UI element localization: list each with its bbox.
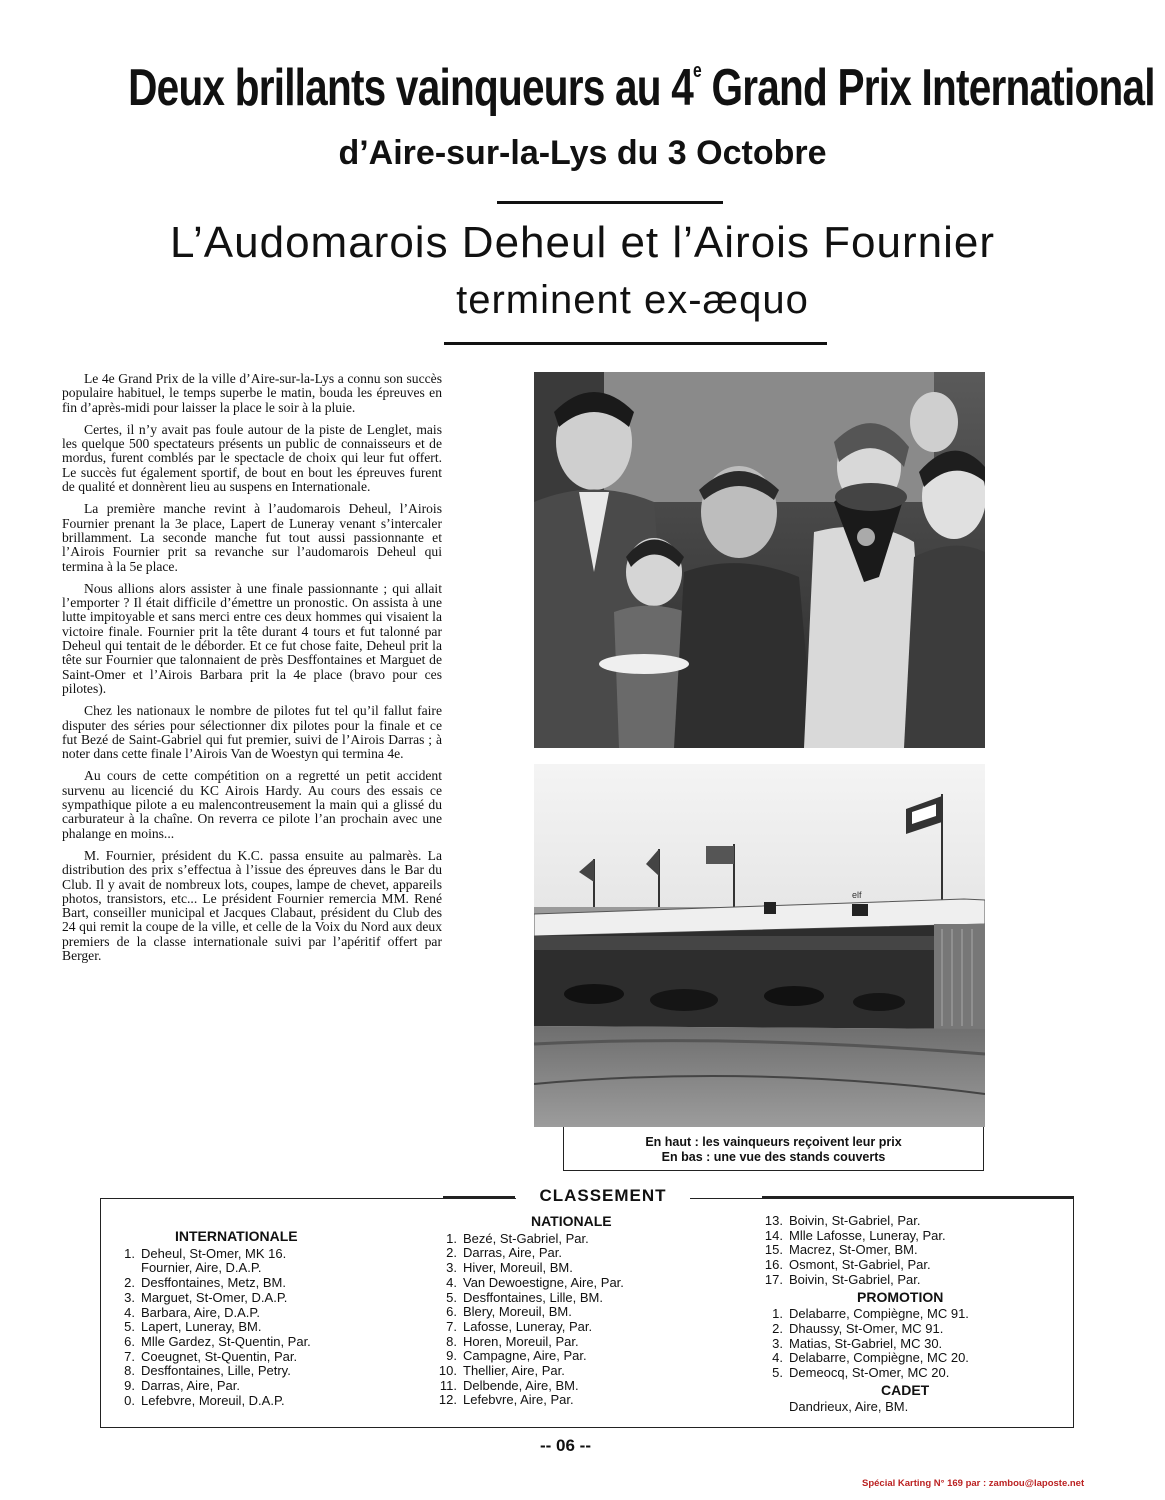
ranking-entry — [757, 1366, 1067, 1381]
ranking-position: 3. — [124, 1289, 135, 1305]
nationale-cont-list — [757, 1214, 1067, 1288]
ranking-position — [109, 1261, 141, 1276]
divider-top — [497, 201, 723, 204]
ranking-position: 1. — [124, 1245, 135, 1261]
footer-credit: Spécial Karting N° 169 par : zambou@laposte.net — [862, 1478, 1085, 1489]
ranking-position: 5. — [772, 1365, 783, 1381]
ranking-name: Mlle Gardez, St-Quentin, Par. — [141, 1333, 311, 1349]
ranking-name: Dhaussy, St-Omer, MC 91. — [789, 1320, 944, 1336]
ranking-position: 10. — [438, 1363, 457, 1379]
ranking-position: 5. — [124, 1319, 135, 1335]
ranking-name: Delabarre, Compiègne, MC 20. — [789, 1350, 969, 1366]
ranking-entry — [431, 1349, 721, 1364]
ranking-entry — [431, 1364, 721, 1379]
ranking-position: 17. — [764, 1271, 783, 1287]
ranking-position: 12. — [438, 1392, 457, 1408]
ranking-position: 7. — [446, 1318, 457, 1334]
ranking-position: 8. — [124, 1363, 135, 1379]
ranking-name: Demeocq, St-Omer, MC 20. — [789, 1365, 950, 1381]
ranking-position: 8. — [446, 1333, 457, 1349]
nationale-heading: NATIONALE — [531, 1213, 612, 1229]
ranking-name: Campagne, Aire, Par. — [463, 1348, 587, 1364]
right-column — [757, 1214, 1067, 1415]
ranking-entry — [109, 1364, 409, 1379]
ranking-name: Macrez, St-Omer, BM. — [789, 1242, 918, 1258]
winners-photo-illustration — [534, 372, 985, 748]
ranking-entry — [757, 1273, 1067, 1288]
ranking-position: 16. — [764, 1257, 783, 1273]
ranking-position: 6. — [446, 1304, 457, 1320]
ranking-entry — [109, 1379, 409, 1394]
ranking-position: 0. — [124, 1392, 135, 1408]
ranking-position: 2. — [446, 1245, 457, 1261]
ranking-name: Delabarre, Compiègne, MC 91. — [789, 1306, 969, 1322]
ranking-position: 5. — [446, 1289, 457, 1305]
ranking-entry — [109, 1350, 409, 1365]
sponsor-banner: elf — [852, 890, 862, 900]
ranking-position: 4. — [772, 1350, 783, 1366]
ranking-position: 7. — [124, 1348, 135, 1364]
divider-bottom — [444, 342, 827, 345]
article-paragraph: M. Fournier, président du K.C. passa ensuite au palmarès. La distribution des prix s’effectua à l’issue des épreuves dans le Bar du Club. Il y avait de nombreux lots, coupes, lampe de chevet, appareils photos, transistors, etc... Le président Fournier remercia MM. René Bart, conseiller municipal et Jacques Clabaut, président du Club des 24 qui remit la coupe de la ville, et celle de la Voix du Nord aux deux premiers de la classe internationale suivi par l’apéritif offert par Berger. — [62, 847, 442, 963]
ranking-entry — [757, 1351, 1067, 1366]
article-body — [62, 372, 442, 971]
ranking-entry — [757, 1243, 1067, 1258]
ranking-name: Horen, Moreuil, Par. — [463, 1333, 579, 1349]
ranking-name: Lefebvre, Aire, Par. — [463, 1392, 574, 1408]
ranking-name: Darras, Aire, Par. — [463, 1245, 562, 1261]
article-paragraph: Certes, il n’y avait pas foule autour de la piste de Lenglet, mais les quelque 500 spectateurs présents un public de connaisseurs et de mordus, furent comblés par le spectacle de choix qui leur fut offert. Le succès fut également sportif, de bout en bout les épreuves furent de qualité et donnèrent lieu au suspens en Internationale. — [62, 421, 442, 495]
article-paragraph: Chez les nationaux le nombre de pilotes fut tel qu’il fallut faire disputer des séries pour sélectionner dix pilotes pour la finale et ce fut Bezé de Saint-Gabriel qui fut premier, suivi de l’Airois Darras ; à noter dans cette finale l’Airois Van de Woestyn qui termina 4e. — [62, 703, 442, 762]
ranking-name: Thellier, Aire, Par. — [463, 1363, 565, 1379]
subheadline-line2: terminent ex-æquo — [456, 278, 809, 322]
ranking-position: 14. — [764, 1227, 783, 1243]
ranking-entry — [757, 1229, 1067, 1244]
ranking-position: 4. — [124, 1304, 135, 1320]
ranking-name: Hiver, Moreuil, BM. — [463, 1260, 573, 1276]
article-paragraph: Le 4e Grand Prix de la ville d’Aire-sur-la-Lys a connu son succès populaire habituel, le temps superbe le matin, bouda les épreuves en fin d’après-midi pour laisser la place le soir à la pluie. — [62, 371, 442, 415]
ranking-entry — [109, 1261, 409, 1276]
nationale-list — [431, 1232, 721, 1408]
ranking-name: Desffontaines, Metz, BM. — [141, 1275, 286, 1291]
article-paragraph: La première manche revint à l’audomarois Deheul, l’Airois Fournier prenant la 3e place, Lapert de Luneray venant s’intercaler brillamment. La seconde manche fut tout aussi passionnante et l’Airois Fournier prit sa revanche sur l’audomarois Deheul qui termina à la 5e place. — [62, 501, 442, 574]
caption-line: En bas : une vue des stands couverts — [661, 1150, 886, 1164]
page-number: -- 06 -- — [540, 1436, 591, 1455]
ranking-position: 3. — [446, 1260, 457, 1276]
ranking-name: Delbende, Aire, BM. — [463, 1377, 579, 1393]
caption-line: En haut : les vainqueurs reçoivent leur prix — [645, 1135, 902, 1149]
ranking-name: Mlle Lafosse, Luneray, Par. — [789, 1227, 946, 1243]
ranking-entry — [431, 1232, 721, 1247]
ranking-position: 3. — [772, 1335, 783, 1351]
ranking-name: Darras, Aire, Par. — [141, 1378, 240, 1394]
ranking-position: 11. — [439, 1377, 457, 1393]
ranking-entry — [757, 1337, 1067, 1352]
ranking-name: Bezé, St-Gabriel, Par. — [463, 1230, 589, 1246]
ranking-position: 9. — [446, 1348, 457, 1364]
ranking-entry — [431, 1335, 721, 1350]
ranking-entry — [757, 1322, 1067, 1337]
ranking-entry — [109, 1276, 409, 1291]
ranking-entry — [109, 1247, 409, 1262]
stands-photo-illustration — [534, 764, 985, 1127]
promotion-list — [757, 1307, 1067, 1381]
ranking-position: 2. — [124, 1275, 135, 1291]
ranking-name: Boivin, St-Gabriel, Par. — [789, 1271, 921, 1287]
ranking-entry — [757, 1258, 1067, 1273]
ranking-position: 2. — [772, 1320, 783, 1336]
ranking-entry — [109, 1335, 409, 1350]
nationale-column — [431, 1214, 721, 1408]
ranking-name: Lapert, Luneray, BM. — [141, 1319, 262, 1335]
article-paragraph: Au cours de cette compétition on a regretté un petit accident survenu au licencié du KC Airois Hardy. Au cours des essais ce sympathique pilote a eu malencontreusement la main qui a glissé du carburateur à la chaîne. On reverra ce pilote l’an prochain avec une phalange en moins... — [62, 768, 442, 841]
stands-photo — [534, 764, 985, 1127]
ranking-entry — [757, 1214, 1067, 1229]
cadet-entry: Dandrieux, Aire, BM. — [789, 1399, 909, 1415]
ranking-name: Barbara, Aire, D.A.P. — [141, 1304, 260, 1320]
ranking-entry — [431, 1291, 721, 1306]
photo-caption — [563, 1127, 984, 1171]
promotion-heading: PROMOTION — [857, 1288, 944, 1305]
internationale-heading: INTERNATIONALE — [175, 1228, 298, 1244]
ranking-entry — [109, 1291, 409, 1306]
ranking-position: 4. — [446, 1274, 457, 1290]
ranking-name: Blery, Moreuil, BM. — [463, 1304, 572, 1320]
classement-title: CLASSEMENT — [516, 1186, 690, 1206]
ranking-entry — [431, 1320, 721, 1335]
ranking-position: 1. — [446, 1230, 457, 1246]
ranking-entry — [431, 1393, 721, 1408]
ranking-name: Boivin, St-Gabriel, Par. — [789, 1213, 921, 1228]
classement-box — [100, 1198, 1074, 1428]
internationale-list — [109, 1247, 409, 1409]
ranking-name: Coeugnet, St-Quentin, Par. — [141, 1348, 298, 1364]
ranking-entry — [431, 1305, 721, 1320]
ranking-position: 6. — [124, 1333, 135, 1349]
ranking-name: Lefebvre, Moreuil, D.A.P. — [141, 1392, 285, 1408]
internationale-column — [109, 1229, 409, 1408]
ranking-position: 9. — [124, 1378, 135, 1394]
ranking-entry — [757, 1307, 1067, 1322]
winners-photo — [534, 372, 985, 748]
headline-line2: d’Aire-sur-la-Lys du 3 Octobre — [338, 134, 827, 172]
ranking-entry — [431, 1276, 721, 1291]
headline: Deux brillants vainqueurs au 4e Grand Prix International — [128, 59, 1155, 117]
ranking-entry — [431, 1379, 721, 1394]
classement-title-rule-right — [762, 1196, 1074, 1198]
classement-title-rule-left — [443, 1196, 515, 1198]
ranking-name: Lafosse, Luneray, Par. — [463, 1318, 593, 1334]
ranking-name: Marguet, St-Omer, D.A.P. — [141, 1289, 288, 1305]
ranking-name: Matias, St-Gabriel, MC 30. — [789, 1335, 943, 1351]
ranking-entry — [109, 1320, 409, 1335]
ranking-name: Deheul, St-Omer, MK 16. — [141, 1245, 287, 1261]
article-paragraph: Nous allions alors assister à une finale passionnante ; qui allait l’emporter ? Il était difficile d’émettre un pronostic. On assista à une lutte impitoyable et sans merci entre ces deux hommes qui visaient la victoire finale. Fournier prit la tête durant 4 tours et fut talonné par Deheul qui tentait de le déborder. Et ce fut chose faite, Deheul prit la tête sur Fournier que talonnaient de près Desffontaines et Marguet de Saint-Omer et l’Airois Barbara prit la 4e place (bravo pour ces pilotes). — [62, 580, 442, 696]
cadet-heading: CADET — [881, 1381, 930, 1398]
ranking-name: Osmont, St-Gabriel, Par. — [789, 1257, 931, 1273]
subheadline: L’Audomarois Deheul et l’Airois Fournier — [169, 218, 996, 267]
ranking-entry — [431, 1246, 721, 1261]
ranking-entry — [109, 1394, 409, 1409]
ranking-name: Desffontaines, Lille, Petry. — [141, 1363, 291, 1379]
ranking-entry — [109, 1306, 409, 1321]
ranking-position: 13. — [764, 1213, 783, 1228]
ranking-position: 15. — [764, 1242, 783, 1258]
ranking-name: Desffontaines, Lille, BM. — [463, 1289, 603, 1305]
ranking-name: Fournier, Aire, D.A.P. — [141, 1260, 262, 1276]
ranking-entry — [431, 1261, 721, 1276]
ranking-name: Van Dewoestigne, Aire, Par. — [463, 1274, 624, 1290]
ranking-position: 1. — [772, 1306, 783, 1322]
